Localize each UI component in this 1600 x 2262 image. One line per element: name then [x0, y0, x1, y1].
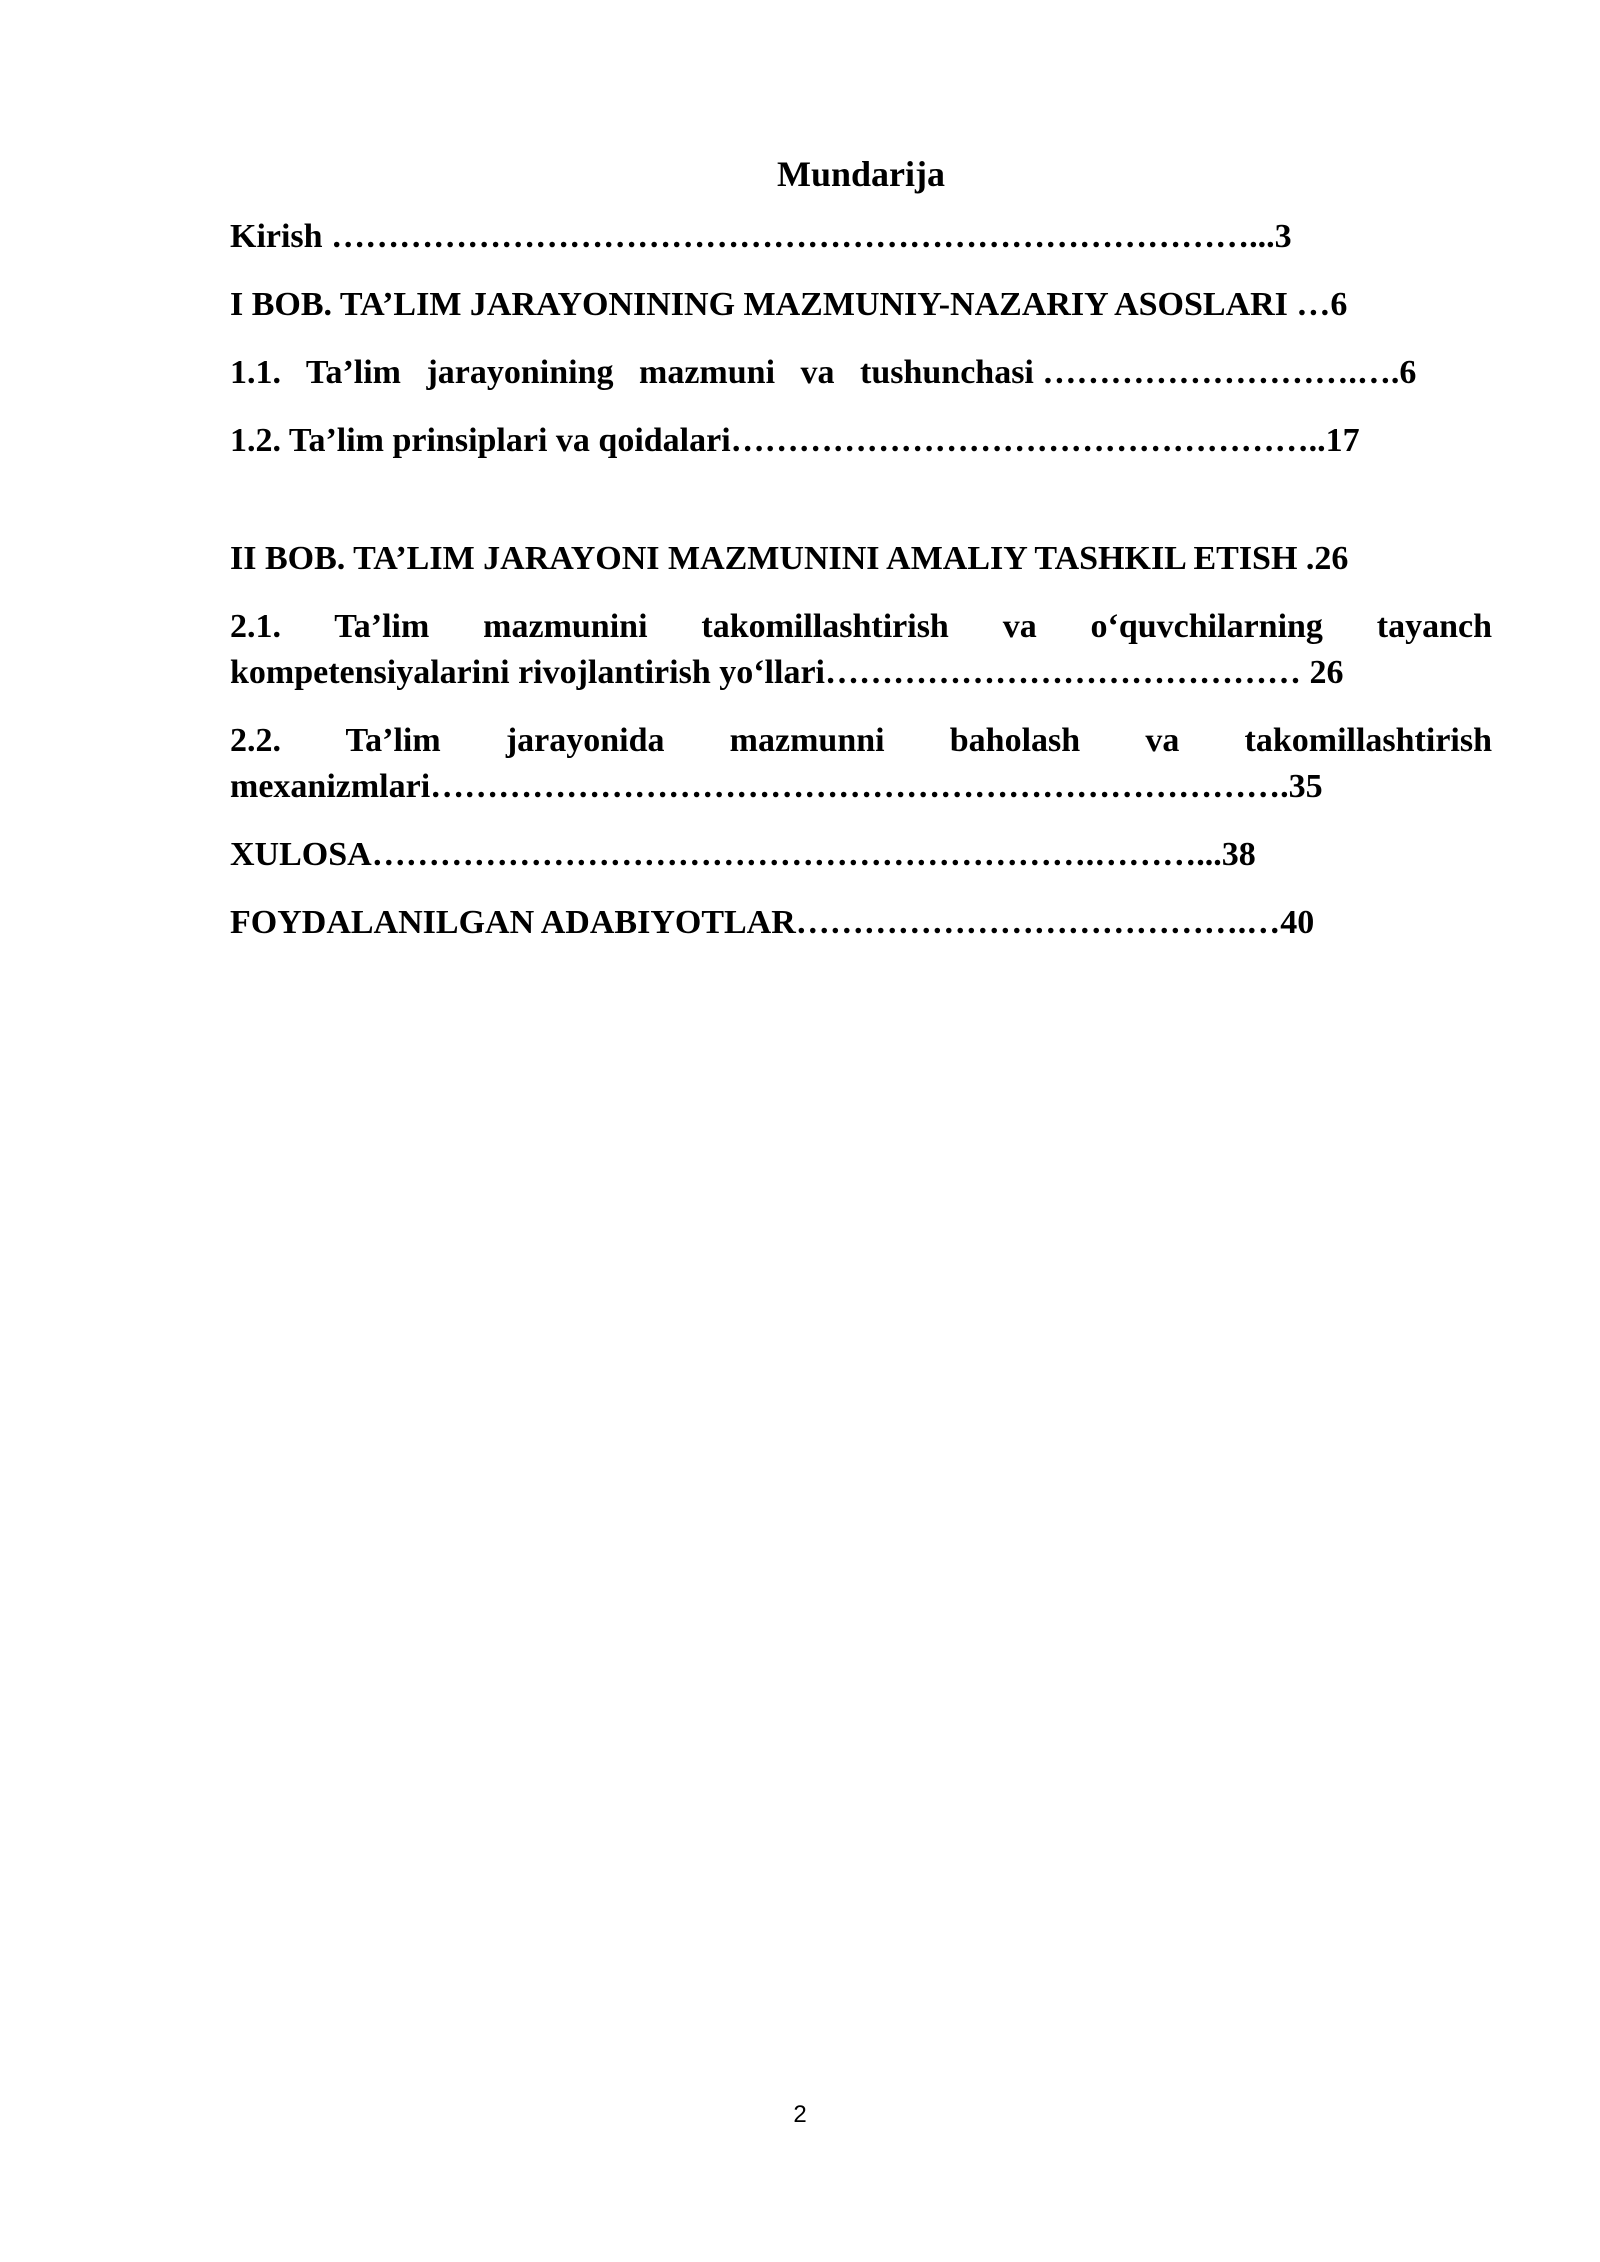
toc-entry-section-1-1: 1.1. Ta’lim jarayonining mazmuni va tushunchasi ……………………….….6 [230, 354, 1417, 391]
toc-entry-section-2-2: 2.2. Ta’lim jarayonida mazmunni baholash va takomillashtirish mexanizmlari………………………………………………………………….35 [230, 722, 1501, 805]
toc-entry-kirish: Kirish ………………………………………………………………………...3 [230, 218, 1292, 255]
toc-title: Mundarija [776, 154, 945, 194]
toc-entry-section-2-1: 2.1. Ta’lim mazmunini takomillashtirish va o‘quvchilarning tayanch kompetensiyalarini rivojlantirish yo‘llari…………………………………… 26 [230, 608, 1501, 691]
toc-entry-chapter-2: II BOB. TA’LIM JARAYONI MAZMUNINI AMALIY TASHKIL ETISH .26 [230, 540, 1349, 577]
toc-entry-adabiyotlar: FOYDALANILGAN ADABIYOTLAR………………………………….…40 [230, 904, 1315, 941]
toc-entry-chapter-1: I BOB. TA’LIM JARAYONINING MAZMUNIY-NAZARIY ASOSLARI …6 [230, 286, 1348, 323]
toc-entry-section-1-2: 1.2. Ta’lim prinsiplari va qoidalari……………………………………………..17 [230, 422, 1360, 459]
toc-entry-xulosa: XULOSA……………………………………………………….………...38 [230, 836, 1256, 873]
table-of-contents [230, 150, 1501, 968]
page-number: 2 [793, 2101, 807, 2128]
